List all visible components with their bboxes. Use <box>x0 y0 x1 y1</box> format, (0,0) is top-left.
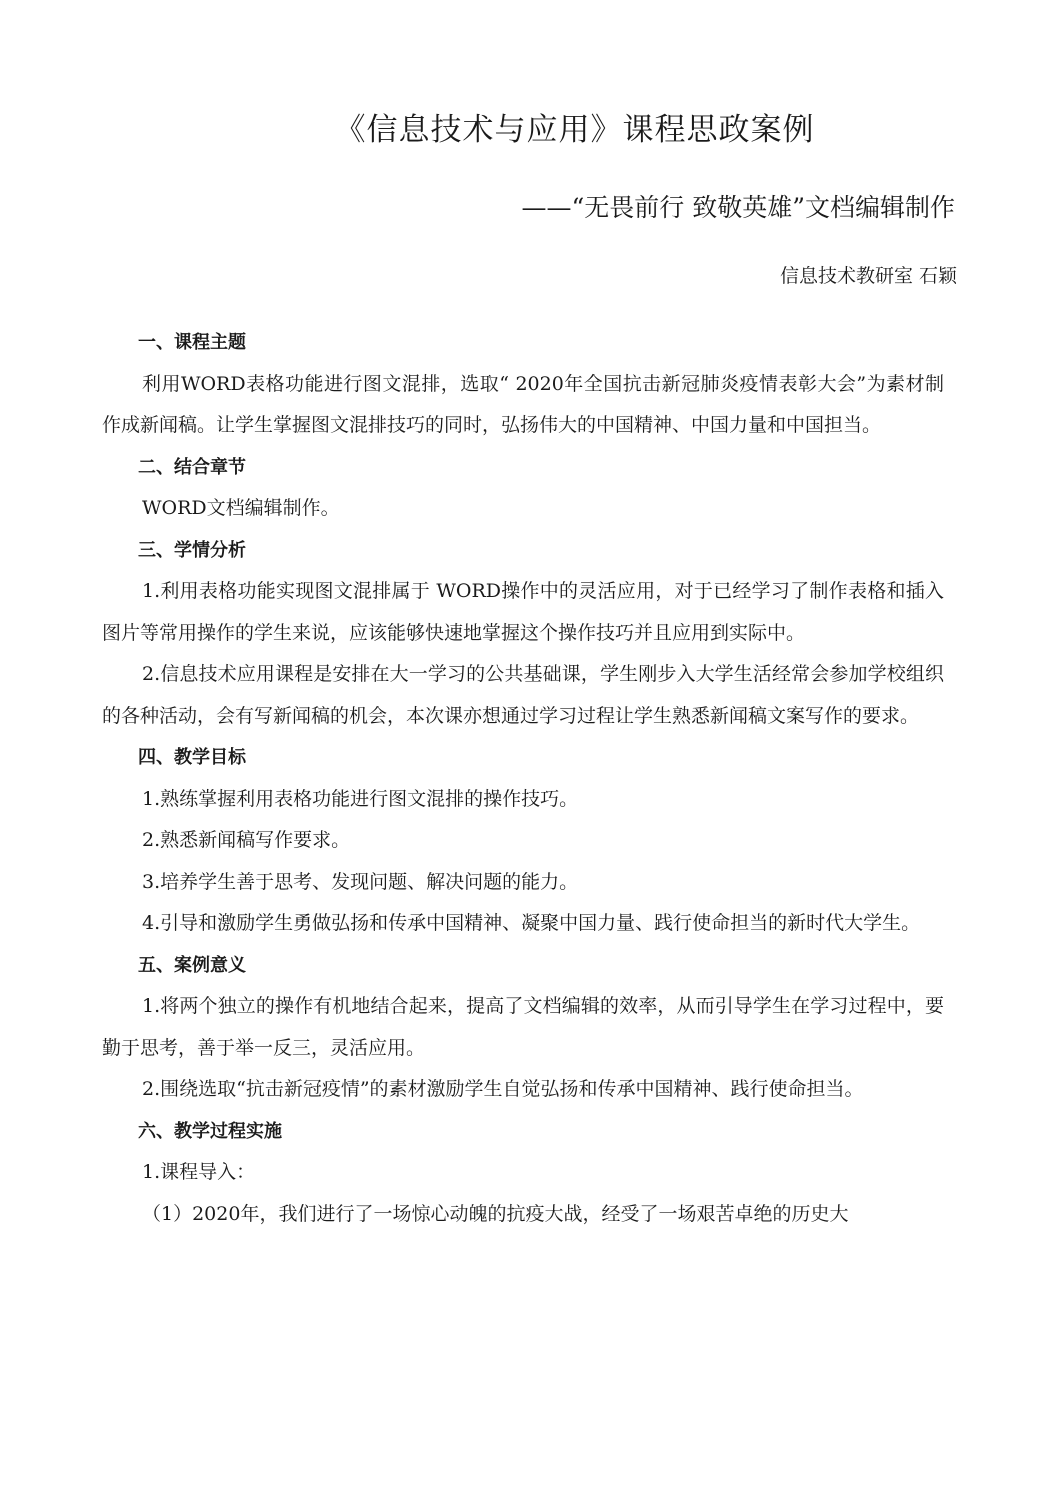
paragraph: 4.引导和激励学生勇做弘扬和传承中国精神、凝聚中国力量、践行使命担当的新时代大学生。 <box>142 912 921 934</box>
paragraph: 利用WORD表格功能进行图文混排，选取“ 2020年全国抗击新冠肺炎疫情表彰大会”为素材制作成新闻稿。让学生掌握图文混排技巧的同时，弘扬伟大的中国精神、中国力量和中国担当。 <box>102 372 944 436</box>
section-heading: 五、案例意义 <box>138 954 246 976</box>
paragraph: 1.将两个独立的操作有机地结合起来，提高了文档编辑的效率，从而引导学生在学习过程中，要勤于思考，善于举一反三，灵活应用。 <box>102 995 944 1059</box>
paragraph: 1.课程导入： <box>142 1161 256 1183</box>
section-heading: 一、课程主题 <box>138 332 246 353</box>
document-subtitle: ——“无畏前行 致敬英雄”文档编辑制作 <box>521 193 955 222</box>
section-heading: 六、教学过程实施 <box>138 1120 282 1142</box>
document-title: 《信息技术与应用》课程思政案例 <box>334 112 815 148</box>
paragraph: WORD文档编辑制作。 <box>142 497 340 519</box>
section-heading: 四、教学目标 <box>138 747 246 768</box>
paragraph: （1）2020年，我们进行了一场惊心动魄的抗疫大战，经受了一场艰苦卓绝的历史大 <box>142 1202 849 1225</box>
paragraph: 3.培养学生善于思考、发现问题、解决问题的能力。 <box>142 870 579 893</box>
section-heading: 三、学情分析 <box>138 539 246 561</box>
document-body <box>102 322 944 1235</box>
paragraph: 2.围绕选取“抗击新冠疫情”的素材激励学生自觉弘扬和传承中国精神、践行使命担当。 <box>142 1078 864 1100</box>
paragraph: 1.熟练掌握利用表格功能进行图文混排的操作技巧。 <box>142 787 579 810</box>
paragraph: 2.信息技术应用课程是安排在大一学习的公共基础课，学生刚步入大学生活经常会参加学校组织的各种活动，会有写新闻稿的机会，本次课亦想通过学习过程让学生熟悉新闻稿文案写作的要求。 <box>102 663 944 727</box>
section-heading: 二、结合章节 <box>138 456 246 478</box>
document-author: 信息技术教研室 石颖 <box>779 265 957 287</box>
paragraph: 1.利用表格功能实现图文混排属于 WORD操作中的灵活应用，对于已经学习了制作表格和插入图片等常用操作的学生来说，应该能够快速地掌握这个操作技巧并且应用到实际中。 <box>102 580 944 644</box>
paragraph: 2.熟悉新闻稿写作要求。 <box>142 829 351 851</box>
